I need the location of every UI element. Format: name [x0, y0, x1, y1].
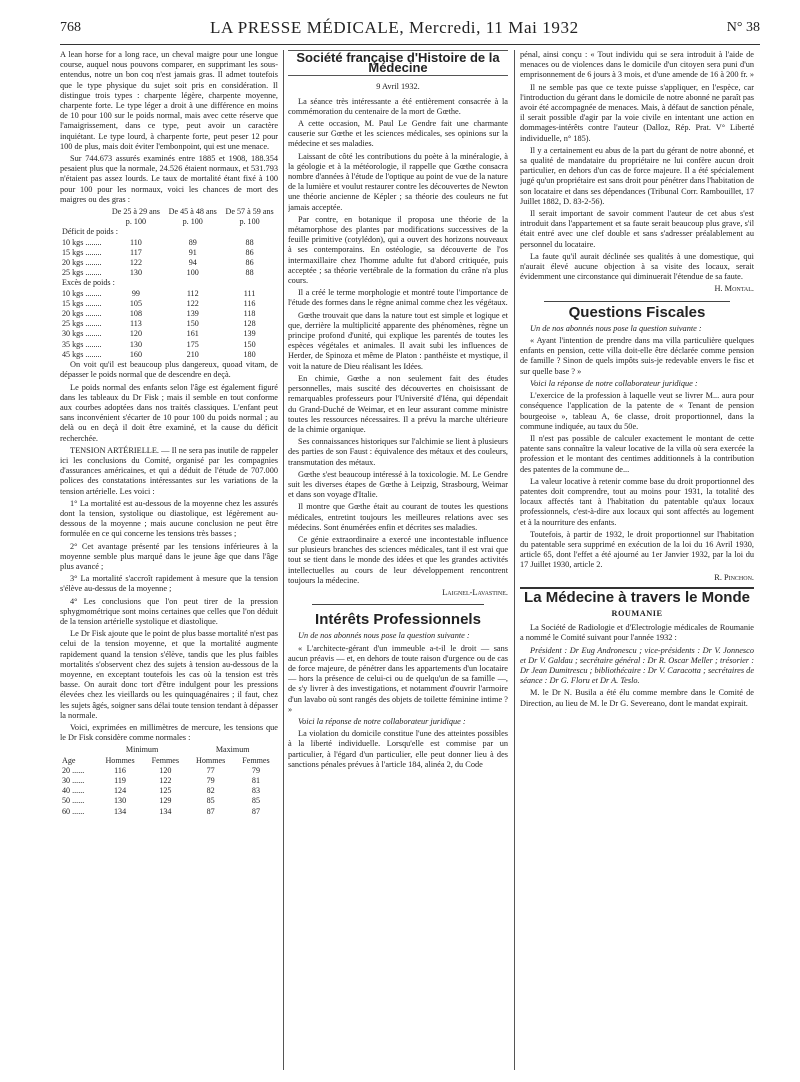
paragraph: On voit qu'il est beaucoup plus dangereux, quoad vitam, de dépasser le poids normal que de descendre en deçà. [60, 360, 278, 380]
table-cell: 87 [206, 806, 215, 816]
author-signature: R. Pinchon. [714, 572, 754, 582]
table-cell: 129 [159, 796, 172, 806]
table-cell [60, 217, 108, 227]
table-row [60, 776, 278, 786]
author-signature: Laignel-Lavastine. [442, 587, 508, 597]
table-cell: 20 kgs ........ [62, 309, 102, 319]
table-cell: 150 [186, 319, 199, 329]
table-cell: 91 [188, 247, 197, 257]
paragraph: Président : Dr Eug Andronescu ; vice-présidents : Dr V. Jonnesco et Dr V. Galdau ; secrétaire général : Dr R. Oscar Meller ; trésorier : Dr Jean Dumitrescu ; bibliothécaire : Dr V. Caracotta ; secrétaires de séance : Dr G. Floru et Dr A. Teslo. [520, 645, 754, 686]
table-cell: 122 [159, 776, 172, 786]
table-cell: 108 [129, 309, 142, 319]
column-3 [520, 50, 754, 1070]
table-cell: 86 [245, 258, 254, 268]
paragraph: Gœthe s'est beaucoup intéressé à la toxicologie. M. Le Gendre suit les diverses étapes de Gœthe à Leipzig, Strasbourg, Weimar et dans son voyage d'Italie. [288, 469, 508, 500]
table-cell: 125 [159, 786, 172, 796]
table-cell: 120 [129, 329, 142, 339]
column-1 [60, 50, 278, 1070]
table-cell: 88 [245, 268, 254, 278]
table-cell: 89 [188, 237, 197, 247]
weight-mortality-table [60, 207, 278, 360]
paragraph: L'exercice de la profession à laquelle veut se livrer M... aura pour conséquence l'application de la patente de « Tenant de pension bourgeoise », tableau A, 6e classe, droit proportionnel, dans la commune indiquée, au taux du 50e. [520, 391, 754, 431]
table-row [60, 786, 278, 796]
section-heading: Société française d'Histoire de la Médecine [288, 50, 508, 76]
table-cell: 83 [251, 786, 260, 796]
table-cell: 10 kgs ........ [62, 288, 102, 298]
question-text: « L'architecte-gérant d'un immeuble a-t-il le droit — sans aucun préavis — et, en dehors de toute raison d'urgence ou de cas de force majeure, de pénétrer dans les appartements d'un locataire — hors la présence de celui-ci ou de quelqu'un de sa famille —, de s'y livrer à des investigations, et notamment d'ouvrir l'armoire d'un lavabo où sont rangés des objets de toilette féminine intime ? » [288, 643, 508, 714]
paragraph: La séance très intéressante a été entièrement consacrée à la commémoration du centenaire de la mort de Gœthe. [288, 96, 508, 116]
table-row [60, 309, 278, 319]
table-row [60, 289, 278, 299]
table-header: De 45 à 48 ans [168, 207, 217, 217]
table-cell: 20 kgs ........ [62, 258, 102, 268]
paragraph: 2° Cet avantage présenté par les tensions inférieures à la moyenne semble plus marqué dans le jeune âge que dans l'âge plus avancé ; [60, 541, 278, 571]
table-cell: 82 [206, 786, 215, 796]
question-text: « Ayant l'intention de prendre dans ma villa particulière quelques enfants en pension, cette villa doit-elle être déclarée comme pension de famille ? Sinon de quels impôts suis-je redevable envers le fisc et sur quelle base ? » [520, 336, 754, 376]
table-cell: 180 [243, 349, 256, 359]
table-cell: 88 [245, 237, 254, 247]
table-cell: 139 [186, 309, 199, 319]
table-cell: 25 kgs ........ [62, 268, 102, 278]
country-subheading: ROUMANIE [611, 608, 663, 618]
table-cell: 122 [129, 258, 142, 268]
table-cell: 175 [186, 339, 199, 349]
table-cell: 119 [114, 776, 126, 786]
paragraph: Gœthe trouvait que dans la nature tout est simple et logique et que, derrière la multiplicité apparente des phénomènes, règne un principe profond d'unité, qui explique les parentés de toutes les espèces végétales et animales. Il avait subi les influences de Herder, de Spinoza et même de Platon : panthéiste et mystique, il voit la nature de Dieu réalisant les Idées. [288, 310, 508, 371]
table-cell: 35 kgs ........ [62, 339, 102, 349]
table-cell: 116 [243, 298, 256, 308]
answer-intro: Voici la réponse de notre collaborateur juridique : [530, 378, 698, 388]
table-cell: 79 [206, 776, 215, 786]
table-cell: 128 [243, 319, 256, 329]
table-cell: 130 [113, 796, 127, 806]
section-divider [312, 604, 484, 605]
table-cell: 134 [113, 806, 127, 816]
table-cell: 113 [130, 319, 142, 329]
section-heading: Intérêts Professionnels [315, 611, 481, 629]
paragraph: Toutefois, à partir de 1932, le droit proportionnel sur l'habitation du patentable sera supprimé en exécution de la loi du 16 Avril 1930, article 65, dont l'effet a été ajourné au 1er Janvier 1932, par la loi du 17 Juillet 1930, article 2. [520, 529, 754, 570]
table-cell: 111 [243, 288, 256, 298]
answer-intro: Voici la réponse de notre collaborateur juridique : [298, 716, 466, 726]
table-cell: 81 [251, 776, 260, 786]
paragraph: La violation du domicile constitue l'une des atteintes possibles à la liberté individuelle. Lorsqu'elle est commise par un particulier, à l'égard d'un particulier, elle peut donner lieu à des sanctions pénales prévues à l'article 184, alinéa 2, du Code [288, 729, 508, 769]
table-row [60, 350, 278, 360]
table-group-header: Maximum [215, 745, 250, 755]
table-row [60, 796, 278, 806]
table-row [60, 268, 278, 278]
issue-number: N° 38 [726, 20, 760, 35]
table-row [60, 258, 278, 268]
table-header: De 25 à 29 ans [111, 207, 160, 217]
journal-title: LA PRESSE MÉDICALE, Mercredi, 11 Mai 1932 [210, 18, 579, 37]
table-cell: 130 [129, 268, 142, 278]
table-cell: p. 100 [239, 217, 260, 227]
table-group-header: Minimum [125, 745, 159, 755]
table-cell: 118 [243, 309, 256, 319]
paragraph: La faute qu'il aurait déclinée ses qualités à une domestique, qui n'aurait élevé aucune objection à sa visite des locaux, serait évidemment une circonstance qui diminuerait l'étendue de sa faute. [520, 251, 754, 282]
author-signature: H. Montal. [714, 284, 754, 294]
column-2 [288, 50, 508, 1070]
section-heading: Questions Fiscales [568, 303, 706, 321]
page-header [60, 16, 760, 42]
table-header: De 57 à 59 ans [225, 207, 274, 217]
paragraph: Ses connaissances historiques sur l'alchimie se lient à plusieurs des parties de son Faust : équivalence des métaux et des couleurs, transmutation des métaux. [288, 437, 508, 467]
paragraph: 1° La mortalité est au-dessous de la moyenne chez les assurés dont la tension, systolique ou diastolique, est légèrement au-dessous de la moyenne ; mais aucune conclusion ne peut être formulée en ce qui concerne les tensions très basses ; [60, 498, 278, 539]
paragraph: pénal, ainsi conçu : « Tout individu qui se sera introduit à l'aide de menaces ou de violences dans le domicile d'un citoyen sera puni d'un emprisonnement de 6 jours à 3 mois, et d'une amende de 16 à 200 fr. » [520, 50, 754, 80]
table-cell: 15 kgs ........ [62, 298, 102, 308]
table-cell: 77 [206, 765, 215, 775]
table-section-label: Déficit de poids : [62, 227, 118, 237]
session-date: 9 Avril 1932. [376, 82, 420, 92]
paragraph: Il a créé le terme morphologie et montré toute l'importance de l'étude des formes dans le règne animal comme chez les végétaux. [288, 288, 508, 308]
paragraph: Sur 744.673 assurés examinés entre 1885 et 1908, 188.354 pesaient plus que la normale, 24.526 étaient normaux, et 531.793 n'étaient pas assez lourds. Le taux de mortalité étant fixé à 100 pour 100 pour les normaux, voici les chances de mort des maigres ou des gras : [60, 154, 278, 204]
table-cell: 50 ...... [62, 796, 85, 806]
table-cell: 161 [186, 329, 199, 339]
table-cell: 122 [186, 298, 199, 308]
paragraph: TENSION ARTÉRIELLE. — Il ne sera pas inutile de rappeler ici les conclusions du Comité, organisé par les compagnies d'assurances américaines, et qui a déduit de l'étude de 707.000 polices des constatations intéressantes sur les variations de la tension artérielle. Les voici : [60, 445, 278, 496]
paragraph: M. le Dr N. Busila a été élu comme membre dans le Comité de Direction, au lieu de M. le Dr G. Severeano, dont le mandat expirait. [520, 688, 754, 708]
table-cell: 110 [130, 237, 142, 247]
table-header: Age [62, 755, 76, 765]
paragraph: Laissant de côté les contributions du poète à la minéralogie, à la géologie et à la météorologie, il rappelle que Gœthe consacra nombre d'années à l'étude de l'optique au point de vue de la nature de la lumière et voulut restaurer contre les découvertes de Newton une théorie ancienne de Képler ; sa théorie des couleurs ne fut jamais acceptée. [288, 151, 508, 212]
paragraph: Il y a certainement eu abus de la part du gérant de notre abonné, et sa qualité de mandataire du propriétaire ne lui confère aucun droit particulier, en dehors d'un cas de force majeure. Il a été spécialement jugé qu'un propriétaire est sans droit pour pénétrer dans l'habitation de son locataire et dans ses dépendances (Tribunal Corr. Rambouillet, 17 Juillet 1882, D. 83-2-56). [520, 145, 754, 206]
table-cell: 85 [251, 796, 260, 806]
table-row [60, 299, 278, 309]
blood-pressure-table [60, 745, 278, 816]
question-intro: Un de nos abonnés nous pose la question suivante : [530, 323, 702, 333]
table-cell: 134 [159, 806, 172, 816]
paragraph: Il n'est pas possible de calculer exactement le montant de cette patente sans connaître la valeur locative de la villa où sera exercée la profession et le montant des centimes additionnels à la contribution des patentes de la commune de... [520, 433, 754, 474]
table-header: Femmes [242, 755, 270, 765]
table-cell: 94 [188, 258, 197, 268]
table-row [60, 319, 278, 329]
table-cell: 10 kgs ........ [62, 237, 102, 247]
table-cell: 100 [186, 268, 199, 278]
table-cell: 124 [113, 786, 127, 796]
table-cell: 79 [251, 765, 260, 775]
paragraph: Le poids normal des enfants selon l'âge est également figuré dans les tableaux du Dr Fisk ; mais il semble en tout conforme aux courbes adoptées dans nos traités classiques. L'enfant peut sans inconvénient s'écarter de 10 pour 100 du poids normal ; au delà ou en deçà il doit être examiné, et la cause du déficit recherchée. [60, 382, 278, 443]
table-cell: 150 [243, 339, 256, 349]
paragraph: Il serait important de savoir comment l'auteur de cet abus s'est introduit dans l'appartement et sa faute serait beaucoup plus grave, s'il était entré avec une clef double et sans s'adresser préalablement au personnel du locataire. [520, 209, 754, 249]
table-row [60, 807, 278, 817]
paragraph: Le Dr Fisk ajoute que le point de plus basse mortalité n'est pas celui de la tension moyenne, et que la mortalité augmente rapidement quand la tension s'élève, tandis que les plus faibles mortalités s'observent chez des sujets à tension au-dessous de la moyenne, en exceptant toutefois les cas où la tension est très basse. On aurait donc tort d'être indulgent pour les pressions élevées chez les vieillards ou les quinquagénaires ; il faut, chez les sujets âgés, soigner sans délai toute tension tendant à dépasser la normale. [60, 629, 278, 720]
table-cell: 45 kgs ........ [62, 349, 102, 359]
table-header: Hommes [105, 755, 135, 765]
paragraph: Par contre, en botanique il proposa une théorie de la métamorphose des plantes par modifications successives de la feuille primitive (cotylédon), qui a ouvert des horizons nouveaux à ses contemporains. En ostéologie, sa découverte de l'os intermaxillaire chez l'homme adulte fut d'abord critiquée, puis acceptée ; sa théorie vertébrale de la formation du crâne n'a plus cours. [288, 214, 508, 286]
table-cell: 60 ...... [62, 806, 85, 816]
question-intro: Un de nos abonnés nous pose la question suivante : [298, 631, 470, 641]
table-cell: 25 kgs ........ [62, 319, 102, 329]
paragraph: Voici, exprimées en millimètres de mercure, les tensions que le Dr Fisk considère comme normales : [60, 723, 278, 743]
table-cell: 117 [130, 247, 142, 257]
table-cell: 130 [129, 339, 142, 349]
table-row [60, 766, 278, 776]
table-cell: 112 [186, 288, 199, 298]
section-divider [544, 301, 730, 302]
table-cell: 116 [114, 765, 126, 775]
column-rule-2 [514, 50, 515, 1070]
paragraph: La valeur locative à retenir comme base du droit proportionnel des patentes doit comprendre, tout au moins pour 1931, la totalité des locaux affectés tant à l'habitation du patentable qu'aux locaux professionnels, c'est-à-dire aux locaux qui sont affectés au logement et à la nourriture des enfants. [520, 476, 754, 527]
table-cell: 40 ...... [62, 786, 85, 796]
table-cell: 86 [245, 247, 254, 257]
table-row [60, 340, 278, 350]
table-cell: p. 100 [125, 217, 147, 227]
table-cell: 15 kgs ........ [62, 247, 102, 257]
paragraph: A cette occasion, M. Paul Le Gendre fait une charmante causerie sur Gœthe et les sciences médicales, ses opinions sur la médecine et ses maladies. [288, 119, 508, 149]
table-row [60, 248, 278, 258]
table-cell: 30 ...... [62, 776, 85, 786]
paragraph: 4° Les conclusions que l'on peut tirer de la pression sphygmométrique sont moins certaines que celles que l'on déduit de la tension artérielle systolique et diastolique. [60, 596, 278, 626]
paragraph: La Société de Radiologie et d'Electrologie médicales de Roumanie a nommé le Comité suivant pour l'année 1932 : [520, 623, 754, 643]
paragraph: Il montre que Gœthe était au courant de toutes les questions médicales, entretint toujours les meilleures relations avec ses médecins. Sont énumérées enfin et décrites ses maladies. [288, 502, 508, 532]
table-section-label: Excès de poids : [62, 278, 115, 288]
table-header [60, 207, 108, 217]
paragraph: 3° La mortalité s'accroît rapidement à mesure que la tension s'élève au-dessus de la moyenne ; [60, 574, 278, 594]
table-cell: 139 [243, 329, 256, 339]
column-rule-1 [283, 50, 284, 1070]
paragraph: En chimie, Gœthe a non seulement fait des études personnelles, mais suscité des découvertes en choisissant de remarquables professeurs pour l'Université d'Iéna, qui dépendait du Grand-Duché de Weimar, et en leur assurant comme ministre toutes les ressources nécessaires. Il a prévu la marche ultérieure de la chimie organique. [288, 373, 508, 434]
table-cell: 160 [129, 349, 142, 359]
paragraph: A lean horse for a long race, un cheval maigre pour une longue course, auquel nous pouvons comparer, en supprimant les sous-entendus, notre un bon coq n'est jamais gras. Il admet toutefois que le type physique du sujet soit pris en considération. Il distingue trois types : charpente légère, charpente moyenne, charpente forte. Le type léger a droit à une différence en moins de 10 pour 100 sur le poids normal, mais avec cette réserve que l'amaigrissement, dans ce type, peut avoir un caractère inquiétant. Le type lourd, à charpente forte, peut peser 12 pour 100 de plus, mais doit éviter l'embonpoint, qui est une menace. [60, 50, 278, 151]
table-cell: 20 ...... [62, 765, 85, 775]
table-cell: p. 100 [182, 217, 203, 227]
table-cell: 99 [131, 288, 140, 298]
table-header: Femmes [151, 755, 180, 765]
page-number: 768 [60, 20, 81, 35]
section-heading: La Médecine à travers le Monde [520, 587, 754, 603]
table-cell: 105 [129, 298, 142, 308]
table-cell: 120 [159, 765, 172, 775]
table-row [60, 238, 278, 248]
table-cell: 87 [251, 806, 260, 816]
paragraph: Ce génie extraordinaire a exercé une incontestable influence sur plusieurs branches des sciences médicales, tant il est vrai que tout se tient dans le monde des idées et que les grandes activités intellectuelles au cours de leur développement rencontrent toujours la médecine. [288, 534, 508, 585]
paragraph: Il ne semble pas que ce texte puisse s'appliquer, en l'espèce, car l'introduction du gérant dans le domicile de notre abonné ne paraît pas avoir été accompagnée de menaces. Mais, à défaut de sanction pénale, il serait possible d'agir par la voie civile en intentant une action en dommages-intérêts contre l'auteur (Dalloz, Rép. Prat. V° Liberté individuelle, n° 185). [520, 82, 754, 143]
table-cell: 210 [186, 349, 199, 359]
table-row [60, 329, 278, 339]
table-cell: 85 [206, 796, 215, 806]
header-rule [60, 44, 760, 45]
table-cell: 30 kgs ........ [62, 329, 102, 339]
table-header: Hommes [196, 755, 226, 765]
